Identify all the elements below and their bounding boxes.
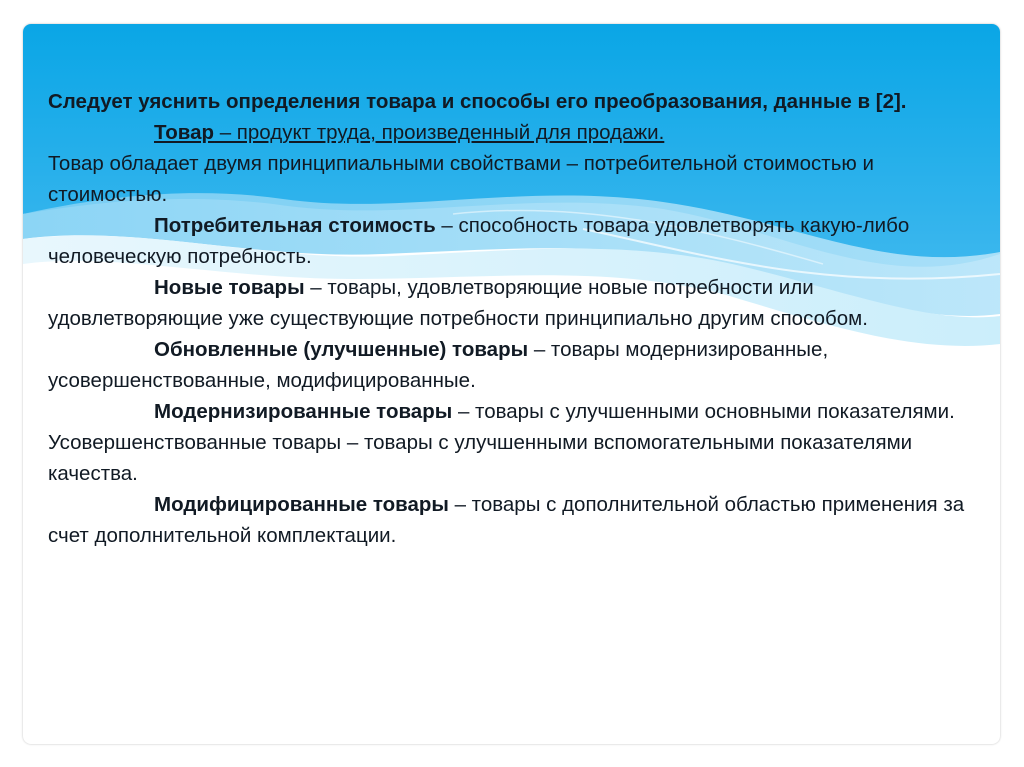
definition-text: – товары, удовлетворяющие новые потребности или удовлетворяющие уже существующие потребности принципиально другим способом. [48,276,868,330]
tovar-properties-paragraph: Товар обладает двумя принципиальными свойствами – потребительной стоимостью и стоимостью. [48,152,874,206]
definition-term: Новые товары [154,276,305,299]
definition-modernized-goods [48,396,983,489]
definition-use-value [48,210,983,272]
definition-text: – товары модернизированные, усовершенствованные, модифицированные. [48,338,829,392]
definition-term: Обновленные (улучшенные) товары [154,338,529,361]
slide [23,24,1000,744]
definition-new-goods [48,272,983,334]
intro-paragraph: Следует уяснить определения товара и способы его преобразования, данные в [2]. [48,90,907,113]
definition-text: – способность товара удовлетворять какую-либо человеческую потребность. [48,214,910,268]
definition-term: Потребительная стоимость [154,214,436,237]
definition-modified-goods [48,489,983,551]
definition-renewed-goods [48,334,983,396]
definition-term: Модифицированные товары [154,493,449,516]
slide-text [48,86,983,551]
definition-text: – продукт труда, произведенный для продажи. [214,121,665,144]
definition-tovar [48,117,983,148]
definition-term: Модернизированные товары [154,400,453,423]
definition-term: Товар [154,121,215,144]
definition-text: – товары с улучшенными основными показателями. Усовершенствованные товары – товары с улучшенными вспомогательными показателями качества. [48,400,955,485]
definition-text: – товары с дополнительной областью применения за счет дополнительной комплектации. [48,493,965,547]
